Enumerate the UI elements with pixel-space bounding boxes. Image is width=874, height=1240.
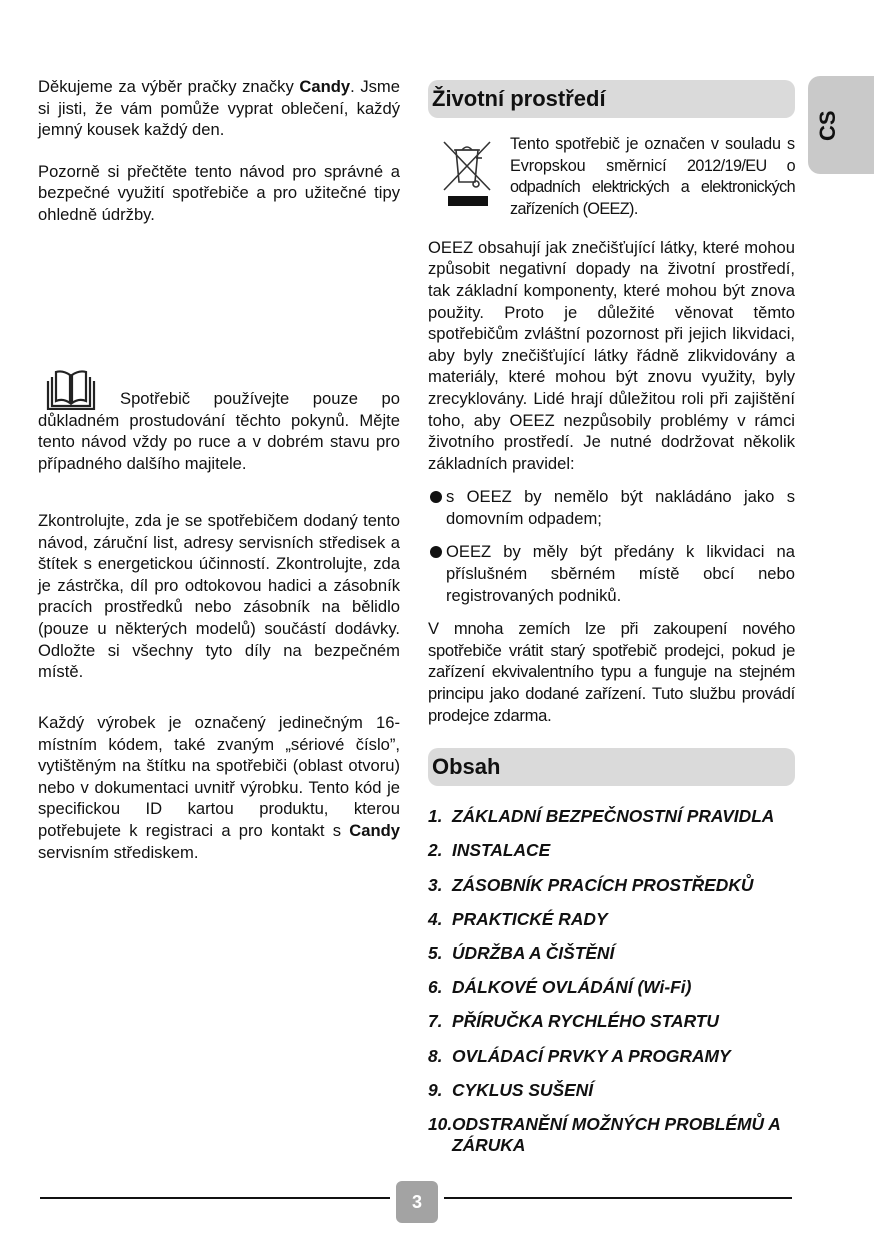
toc-item[interactable]: 5. ÚDRŽBA A ČIŠTĚNÍ	[428, 942, 615, 963]
bullet-icon	[430, 546, 442, 558]
bullet-icon	[430, 491, 442, 503]
check-contents-paragraph: Zkontrolujte, zda je se spotřebičem dodaný tento návod, záruční list, adresy servisních středisek a štítek s energetickou účinností. Zkontrolujte, zda je zástrčka, díl pro odtokovou hadici a zásobník pracích prostředků nebo zásobník na bělidlo (pouze u některých modelů) součástí dodávky. Odložte si všechny tyto díly na bezpečném místě.	[38, 511, 400, 682]
read-carefully-paragraph: Pozorně si přečtěte tento návod pro správné a bezpečné využití spotřebiče a pro užitečné tipy ohledně údržby.	[38, 161, 400, 224]
toc-item[interactable]: 6. DÁLKOVÉ OVLÁDÁNÍ (Wi-Fi)	[428, 977, 692, 998]
contents-heading: Obsah	[428, 748, 795, 786]
footer-rule-right	[444, 1197, 792, 1199]
intro-paragraph: Děkujeme za výběr pračky značky Candy. Jsme si jisti, že vám pomůže vyprat oblečení, každý jemný kousek každý den.	[38, 77, 400, 140]
toc-item[interactable]: 7. PŘÍRUČKA RYCHLÉHO STARTU	[428, 1011, 719, 1032]
serial-number-block	[38, 712, 400, 863]
list-item: s OEEZ by nemělo být nakládáno jako s domovním odpadem;	[428, 486, 795, 529]
serial-number-paragraph: Každý výrobek je označený jedinečným 16-místním kódem, také zvaným „sériové číslo”, vytištěným na štítku na spotřebiči (oblast otvoru) nebo v dokumentaci uvnitř výrobku. Tento kód je specifickou ID kartou produktu, kterou potřebujete k registraci a pro kontakt s Candy servisním střediskem.	[38, 713, 400, 862]
table-of-contents	[428, 806, 795, 1156]
right-column	[428, 80, 795, 1169]
book-icon	[46, 368, 96, 410]
toc-item[interactable]: 4. PRAKTICKÉ RADY	[428, 908, 608, 929]
disposal-rules-list	[428, 486, 795, 606]
list-item: OEEZ by měly být předány k likvidaci na příslušném sběrném místě obcí nebo registrovaných podniků.	[428, 541, 795, 606]
toc-item[interactable]: 2. INSTALACE	[428, 840, 551, 861]
crossed-out-bin-icon	[440, 136, 496, 210]
brand-name: Candy	[349, 820, 400, 840]
toc-item[interactable]: 3. ZÁSOBNÍK PRACÍCH PROSTŘEDKŮ	[428, 874, 754, 895]
environment-heading: Životní prostředí	[428, 80, 795, 118]
toc-item[interactable]: 10. ODSTRANĚNÍ MOŽNÝCH PROBLÉMŮ A ZÁRUKA	[428, 1113, 781, 1155]
weee-notice-text: Tento spotřebič je označen v souladu s Evropskou směrnicí 2012/19/EU o odpadních elektrických a elektronických zařízeních (OEEZ).	[510, 135, 795, 218]
toc-item[interactable]: 1. ZÁKLADNÍ BEZPEČNOSTNÍ PRAVIDLA	[428, 806, 775, 827]
footer-rule-left	[40, 1197, 390, 1199]
manual-notice	[38, 368, 400, 474]
language-code: CS	[815, 110, 840, 141]
left-column	[38, 76, 400, 862]
weee-explanation: OEEZ obsahují jak znečišťující látky, které mohou způsobit negativní dopady na životní prostředí, tak základní komponenty, které mohou být znova použity. Proto je důležité věnovat těmto spotřebičům zvláštní pozornost při jejich likvidaci, aby byly znečišťující látky řádně zlikvidovány a materiály, které mohou být znovu využity, byly zrecyklovány. Lidé hrají důležitou roli při zajištění toho, aby OEEZ nezpůsobily problémy v rámci životního prostředí. Je nutné dodržovat několik základních pravidel:	[428, 237, 795, 473]
return-policy-paragraph: V mnoha zemích lze při zakoupení nového spotřebiče vrátit starý spotřebič prodejci, pokud je zařízení ekvivalentního typu a funguje na stejném principu jako dodané zařízení. Tuto službu provádí prodejce zdarma.	[428, 619, 795, 725]
brand-name: Candy	[299, 77, 351, 96]
language-tab	[808, 76, 874, 174]
manual-notice-text: Spotřebič používejte pouze po důkladném prostudování těchto pokynů. Mějte tento návod vždy po ruce a v dobrém stavu pro případného dalšího majitele.	[38, 389, 400, 473]
toc-item[interactable]: 8. OVLÁDACÍ PRVKY A PROGRAMY	[428, 1045, 731, 1066]
weee-notice	[428, 134, 795, 220]
check-contents-block	[38, 510, 400, 683]
toc-item[interactable]: 9. CYKLUS SUŠENÍ	[428, 1079, 594, 1100]
page-number: 3	[396, 1181, 438, 1223]
